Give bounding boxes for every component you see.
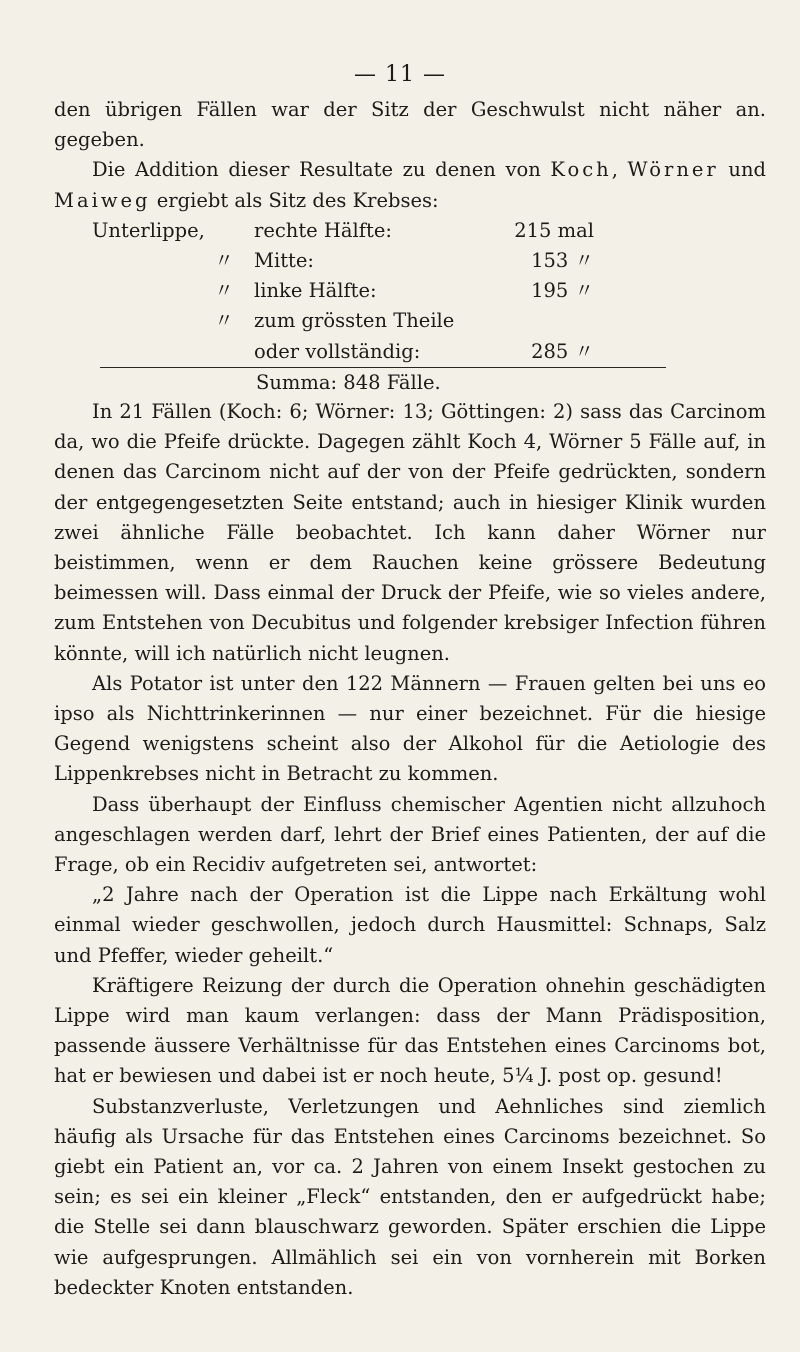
paragraph-2-text-d: ergiebt als Sitz des Krebses: xyxy=(150,188,439,212)
table-cell-location: 〃 xyxy=(214,279,234,303)
paragraph-1: den übrigen Fällen war der Sitz der Geschwulst nicht näher an. gegeben. xyxy=(54,98,766,152)
table-cell-count xyxy=(504,306,594,336)
table-cell-count: 195 〃 xyxy=(531,279,594,303)
paragraph-3: In 21 Fällen (Koch: 6; Wörner: 13; Göttingen: 2) sass das Carcinom da, wo die Pfeife drückte. Dagegen zählt Koch 4, Wörner 5 Fälle auf, in denen das Carcinom nicht auf der von der Pfeife gedrückten, sondern der entgegengesetzten Seite entstand; auch in hiesiger Klinik wurden zwei ähnliche Fälle beobachtet. Ich kann daher Wörner nur beistimmen, wenn er dem Rauchen keine grössere Bedeutung beimessen will. Dass einmal der Druck der Pfeife, wie so vieles andere, zum Entstehen von Decubitus und folgender krebsiger Infection führen könnte, will ich natürlich nicht leugnen. xyxy=(54,399,766,665)
paragraph-8: Substanzverluste, Verletzungen und Aehnliches sind ziemlich häufig als Ursache für das Entstehen eines Carcinoms bezeichnet. So giebt ein Patient an, vor ca. 2 Jahren von einem Insekt gestochen zu sein; es sei ein kleiner „Fleck“ entstanden, den er aufgedrückt habe; die Stelle sei dann blauschwarz geworden. Später erschien die Lippe wie aufgesprungen. Allmählich sei ein von vornherein mit Borken bedeckter Knoten entstanden. xyxy=(54,1094,766,1299)
table-cell-side: rechte Hälfte: xyxy=(254,218,392,242)
statistics-table xyxy=(54,216,766,397)
table-cell-side: linke Hälfte: xyxy=(254,279,377,303)
table-cell-side: oder vollständig: xyxy=(254,339,421,363)
table-sum-row xyxy=(100,367,666,397)
paragraph-5: Dass überhaupt der Einfluss chemischer Agentien nicht allzuhoch angeschlagen werden darf, lehrt der Brief eines Patienten, der auf die Frage, ob ein Recidiv aufgetreten sei, antwortet: xyxy=(54,792,766,876)
table-cell-count: 215 mal xyxy=(514,218,594,242)
table-cell-count: 285 〃 xyxy=(531,339,594,363)
table-row xyxy=(54,306,766,336)
author-koch: Koch xyxy=(550,158,612,182)
table-cell-location: Unterlippe, xyxy=(92,218,205,242)
page-body xyxy=(54,95,766,1303)
table-cell-location xyxy=(54,337,254,367)
paragraph-2-text-b: , xyxy=(611,158,628,182)
table-cell-count: 153 〃 xyxy=(531,249,594,272)
paragraph-6-quote: „2 Jahre nach der Operation ist die Lippe nach Erkältung wohl einmal wieder geschwollen, jedoch durch Hausmittel: Schnaps, Salz und Pfeffer, wieder geheilt.“ xyxy=(54,883,766,967)
paragraph-7: Kräftigere Reizung der durch die Operation ohnehin geschädigten Lippe wird man kaum verlangen: dass der Mann Prädisposition, passende äussere Verhältnisse für das Entstehen eines Carcinoms bot, hat er bewiesen und dabei ist er noch heute, 5¼ J. post op. gesund! xyxy=(54,973,766,1088)
author-maiweg: Maiweg xyxy=(54,188,151,212)
table-row xyxy=(54,276,766,306)
table-row xyxy=(54,246,766,276)
table-cell-side: zum grössten Theile xyxy=(254,309,455,333)
table-sum: Summa: 848 Fälle. xyxy=(256,370,441,394)
table-row xyxy=(54,216,766,246)
paragraph-2-text-c: und xyxy=(718,158,766,182)
table-cell-side: Mitte: xyxy=(254,249,314,272)
paragraph-2-text-a: Die Addition dieser Resultate zu denen von xyxy=(92,158,551,182)
table-cell-location: 〃 xyxy=(214,249,234,272)
page-number: — 11 — xyxy=(354,62,446,87)
paragraph-2 xyxy=(54,155,766,215)
paragraph-4: Als Potator ist unter den 122 Männern — Frauen gelten bei uns eo ipso als Nichttrinkerinnen — nur einer bezeichnet. Für die hiesige Gegend wenigstens scheint also der Alkohol für die Aetiologie des Lippenkrebses nicht in Betracht zu kommen. xyxy=(54,671,766,786)
table-row xyxy=(54,337,766,367)
table-cell-location: 〃 xyxy=(214,309,234,333)
author-worner: Wörner xyxy=(627,158,719,182)
